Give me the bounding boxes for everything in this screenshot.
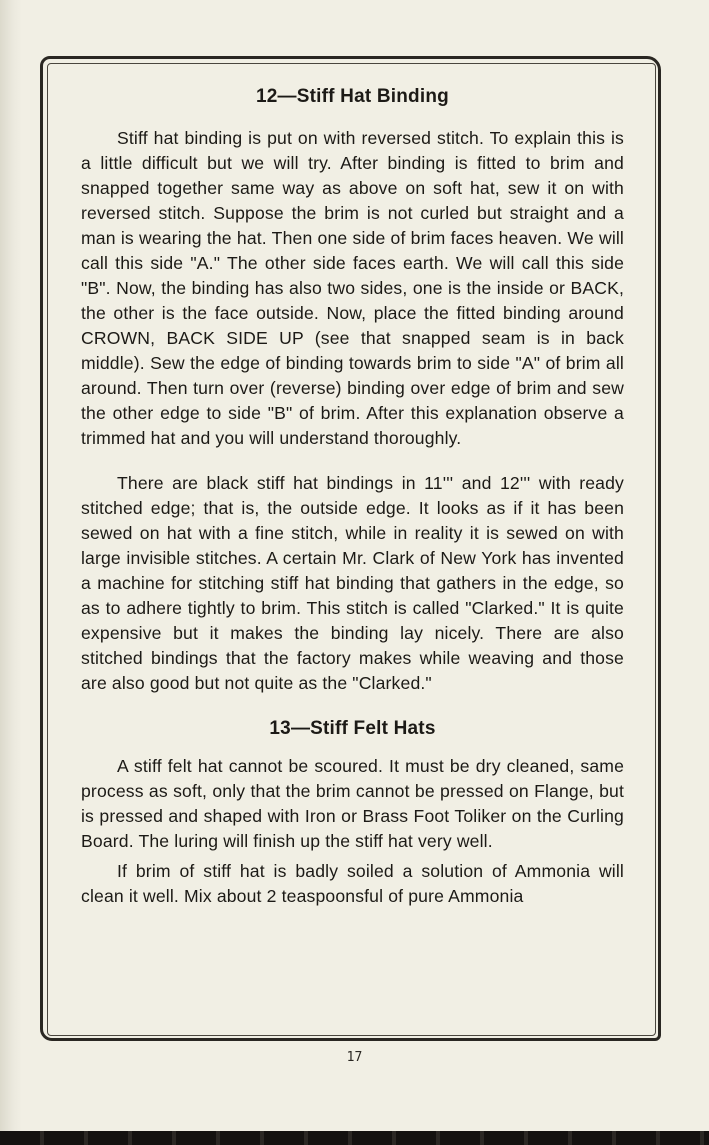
page-number: 17 [346,1050,363,1065]
section-heading-stiff-hat-binding: 12—Stiff Hat Binding [256,86,449,107]
paragraph-binding-instructions: Stiff hat binding is put on with reversed stitch. To explain this is a little difficult but we will try. After binding is fitted to brim and snapped together same way as above on soft hat, sew it on with reversed stitch. Suppose the brim is not curled but straight and a man is wearing the hat. Then one side of brim faces heaven. We will call this side "A." The other side faces earth. We will call this side "B". Now, the binding has also two sides, one is the inside or BACK, the other is the face outside. Now, place the fitted binding around CROWN, BACK SIDE UP (see that snapped seam is in back middle). Sew the edge of binding towards brim to side "A" of brim all around. Then turn over (reverse) binding over edge of brim and sew the other edge to side "B" of brim. After this explanation observe a trimmed hat and you will understand thoroughly. [81,128,624,448]
section-heading-stiff-felt-hats: 13—Stiff Felt Hats [269,718,436,739]
scan-edge-shadow [0,0,22,1145]
scan-bottom-edge [0,1131,709,1145]
paragraph-ammonia-cleaning: If brim of stiff hat is badly soiled a solution of Ammonia will clean it well. Mix about 2 teaspoonsful of pure Ammonia [81,861,624,906]
paragraph-binding-types: There are black stiff hat bindings in 11''' and 12''' with ready stitched edge; that is, the outside edge. It looks as if it has been sewed on hat with a fine stitch, while in reality it is sewed on with large invisible stitches. A certain Mr. Clark of New York has invented a machine for stitching stiff hat binding that gathers in the edge, so as to adhere tightly to brim. This stitch is called "Clarked." It is quite expensive but it makes the binding lay nicely. There are also stitched bindings that the factory makes while weaving and those are also good but not quite as the "Clarked." [81,473,624,693]
paragraph-dry-cleaning: A stiff felt hat cannot be scoured. It must be dry cleaned, same process as soft, only that the brim cannot be pressed on Flange, but is pressed and shaped with Iron or Brass Foot Toliker on the Curling Board. The luring will finish up the stiff hat very well. [81,756,624,851]
paragraph-gap [81,451,624,471]
page-content [81,86,624,909]
